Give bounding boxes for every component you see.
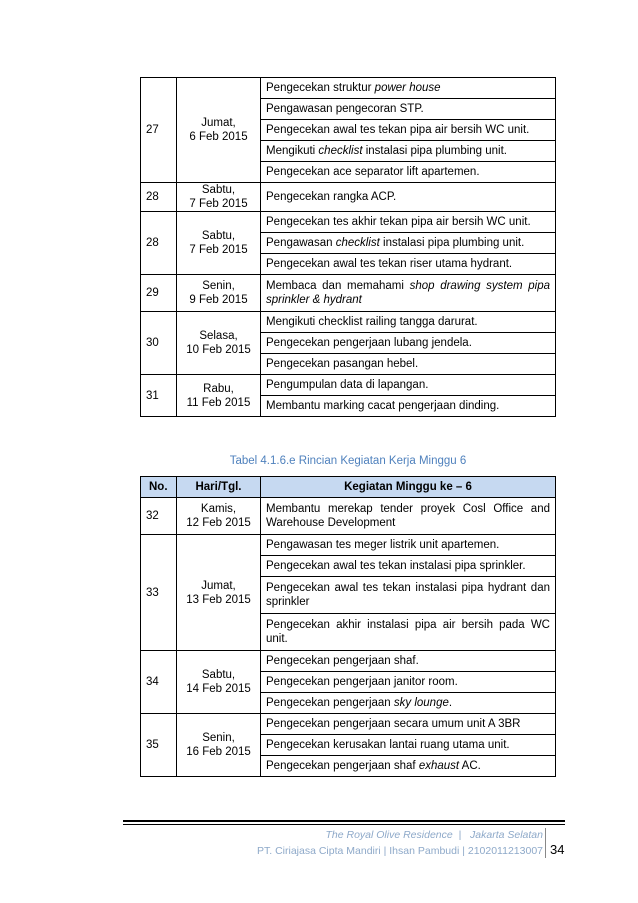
activity-italic-text: checklist xyxy=(318,145,363,157)
cell-activity xyxy=(261,693,556,714)
table-body xyxy=(141,498,556,777)
date-text: 14 Feb 2015 xyxy=(186,683,251,695)
date-text: 9 Feb 2015 xyxy=(189,294,248,306)
footer-rule xyxy=(123,820,565,822)
table-row xyxy=(141,312,556,333)
cell-activity xyxy=(261,375,556,396)
activity-italic-text: sky lounge xyxy=(393,697,449,709)
cell-activity xyxy=(261,614,556,651)
activity-text: Pengawasan xyxy=(266,237,336,249)
activity-text: . xyxy=(448,697,453,709)
activity-text: Pengecekan akhir instalasi pipa air bersih pada WC unit. xyxy=(266,619,550,645)
activity-text: Pengawasan tes meger listrik unit apartemen. xyxy=(266,539,500,551)
cell-no: 35 xyxy=(141,714,177,777)
table-row xyxy=(141,714,556,735)
date-text: 10 Feb 2015 xyxy=(186,344,251,356)
cell-no: 28 xyxy=(141,212,177,275)
cell-activity xyxy=(261,396,556,417)
cell-date xyxy=(177,78,261,183)
cell-activity xyxy=(261,735,556,756)
day-name: Sabtu, xyxy=(201,669,236,681)
cell-no: 29 xyxy=(141,275,177,312)
day-name: Jumat, xyxy=(201,579,236,592)
day-name: Senin, xyxy=(202,732,235,744)
activity-text: Pengecekan awal tes tekan riser utama hydrant. xyxy=(266,258,513,270)
cell-date xyxy=(177,183,261,212)
activity-text: AC. xyxy=(459,760,481,772)
cell-date xyxy=(177,535,261,651)
activity-text: Pengecekan struktur xyxy=(266,82,375,94)
activity-text: Pengecekan ace separator lift apartemen. xyxy=(266,166,480,178)
activity-text: Pengecekan pengerjaan secara umum unit A 3BR xyxy=(266,718,521,730)
cell-activity xyxy=(261,577,556,614)
date-text: 16 Feb 2015 xyxy=(186,746,251,758)
activity-text: instalasi pipa plumbing unit. xyxy=(379,237,525,249)
cell-date xyxy=(177,212,261,275)
cell-no: 27 xyxy=(141,78,177,183)
cell-activity xyxy=(261,498,556,535)
activity-text: Membantu merekap tender proyek Cosl Office and Warehouse Development xyxy=(266,503,550,529)
cell-activity xyxy=(261,141,556,162)
activity-text: Pengumpulan data di lapangan. xyxy=(266,379,429,391)
cell-activity xyxy=(261,254,556,275)
header-activity: Kegiatan Minggu ke – 6 xyxy=(261,477,556,498)
activity-text: Mengikuti xyxy=(266,145,319,157)
date-text: 6 Feb 2015 xyxy=(189,131,248,143)
activity-text: Pengawasan pengecoran STP. xyxy=(266,103,424,115)
table-row xyxy=(141,183,556,212)
activity-text: instalasi pipa plumbing unit. xyxy=(362,145,508,157)
cell-no: 31 xyxy=(141,375,177,417)
cell-activity xyxy=(261,535,556,556)
activity-text: Mengikuti checklist railing tangga darurat. xyxy=(266,316,478,328)
cell-date xyxy=(177,275,261,312)
activity-text: Membaca dan memahami xyxy=(266,280,410,292)
page-number: 34 xyxy=(550,842,565,857)
cell-date xyxy=(177,714,261,777)
cell-activity xyxy=(261,120,556,141)
cell-activity xyxy=(261,183,556,212)
table-row xyxy=(141,275,556,312)
activity-text: Pengecekan rangka ACP. xyxy=(266,191,397,203)
activity-table-week6 xyxy=(140,476,556,777)
cell-activity xyxy=(261,312,556,333)
cell-activity xyxy=(261,651,556,672)
table-caption: Tabel 4.1.6.e Rincian Kegiatan Kerja Minggu 6 xyxy=(229,455,467,467)
cell-date xyxy=(177,375,261,417)
date-text: 7 Feb 2015 xyxy=(189,244,248,256)
day-name: Rabu, xyxy=(203,382,234,395)
table-row xyxy=(141,212,556,233)
table-row xyxy=(141,375,556,396)
activity-italic-text: checklist xyxy=(335,237,380,249)
cell-date xyxy=(177,498,261,535)
day-name: Selasa, xyxy=(199,330,238,342)
date-text: 12 Feb 2015 xyxy=(186,517,251,529)
day-name: Kamis, xyxy=(200,503,237,515)
activity-text: Pengecekan kerusakan lantai ruang utama unit. xyxy=(266,739,510,751)
activity-text: Pengecekan awal tes tekan instalasi pipa hydrant dan sprinkler xyxy=(266,582,550,608)
cell-activity xyxy=(261,275,556,312)
activity-italic-text: shop drawing system pipa sprinkler & hydrant xyxy=(266,280,550,306)
table-row xyxy=(141,651,556,672)
activity-text: Pengecekan awal tes tekan instalasi pipa sprinkler. xyxy=(266,560,526,572)
footer-rule-thin xyxy=(123,824,565,825)
header-date: Hari/Tgl. xyxy=(177,477,261,498)
day-name: Senin, xyxy=(202,280,235,292)
cell-activity xyxy=(261,78,556,99)
header-no: No. xyxy=(141,477,177,498)
activity-table-week5 xyxy=(140,77,556,417)
activity-italic-text: power house xyxy=(374,82,441,94)
footer-divider xyxy=(545,828,546,858)
table-body xyxy=(141,78,556,417)
day-name: Sabtu, xyxy=(201,184,236,196)
footer-project: The Royal Olive Residence | Jakarta Selatan xyxy=(325,829,543,841)
cell-activity xyxy=(261,354,556,375)
activity-text: Pengecekan pengerjaan lubang jendela. xyxy=(266,337,472,349)
day-name: Jumat, xyxy=(201,117,236,129)
day-name: Sabtu, xyxy=(201,230,236,242)
activity-text: Pengecekan pengerjaan shaf xyxy=(266,760,419,772)
cell-date xyxy=(177,312,261,375)
cell-activity xyxy=(261,99,556,120)
activity-text: Pengecekan awal tes tekan pipa air bersih WC unit. xyxy=(266,124,530,136)
cell-no: 28 xyxy=(141,183,177,212)
activity-text: Pengecekan pasangan hebel. xyxy=(266,358,419,370)
cell-activity xyxy=(261,233,556,254)
activity-text: Pengecekan pengerjaan janitor room. xyxy=(266,676,458,688)
cell-activity xyxy=(261,162,556,183)
cell-no: 33 xyxy=(141,535,177,651)
cell-activity xyxy=(261,333,556,354)
activity-text: Pengecekan pengerjaan shaf. xyxy=(266,655,419,667)
table-row xyxy=(141,535,556,556)
table-row xyxy=(141,498,556,535)
cell-activity xyxy=(261,212,556,233)
cell-no: 34 xyxy=(141,651,177,714)
date-text: 7 Feb 2015 xyxy=(189,198,248,210)
activity-italic-text: exhaust xyxy=(418,760,460,772)
footer-author: PT. Ciriajasa Cipta Mandiri | Ihsan Pambudi | 2102011213007 xyxy=(256,845,543,857)
cell-activity xyxy=(261,672,556,693)
cell-activity xyxy=(261,714,556,735)
activity-text: Pengecekan tes akhir tekan pipa air bersih WC unit. xyxy=(266,216,531,228)
activity-text: Membantu marking cacat pengerjaan dinding. xyxy=(266,400,500,412)
table-row xyxy=(141,78,556,99)
cell-no: 30 xyxy=(141,312,177,375)
cell-activity xyxy=(261,556,556,577)
cell-activity xyxy=(261,756,556,777)
cell-no: 32 xyxy=(141,498,177,535)
date-text: 13 Feb 2015 xyxy=(186,593,251,606)
cell-date xyxy=(177,651,261,714)
table-header-row xyxy=(141,477,556,498)
activity-text: Pengecekan pengerjaan xyxy=(266,697,394,709)
date-text: 11 Feb 2015 xyxy=(186,396,251,409)
